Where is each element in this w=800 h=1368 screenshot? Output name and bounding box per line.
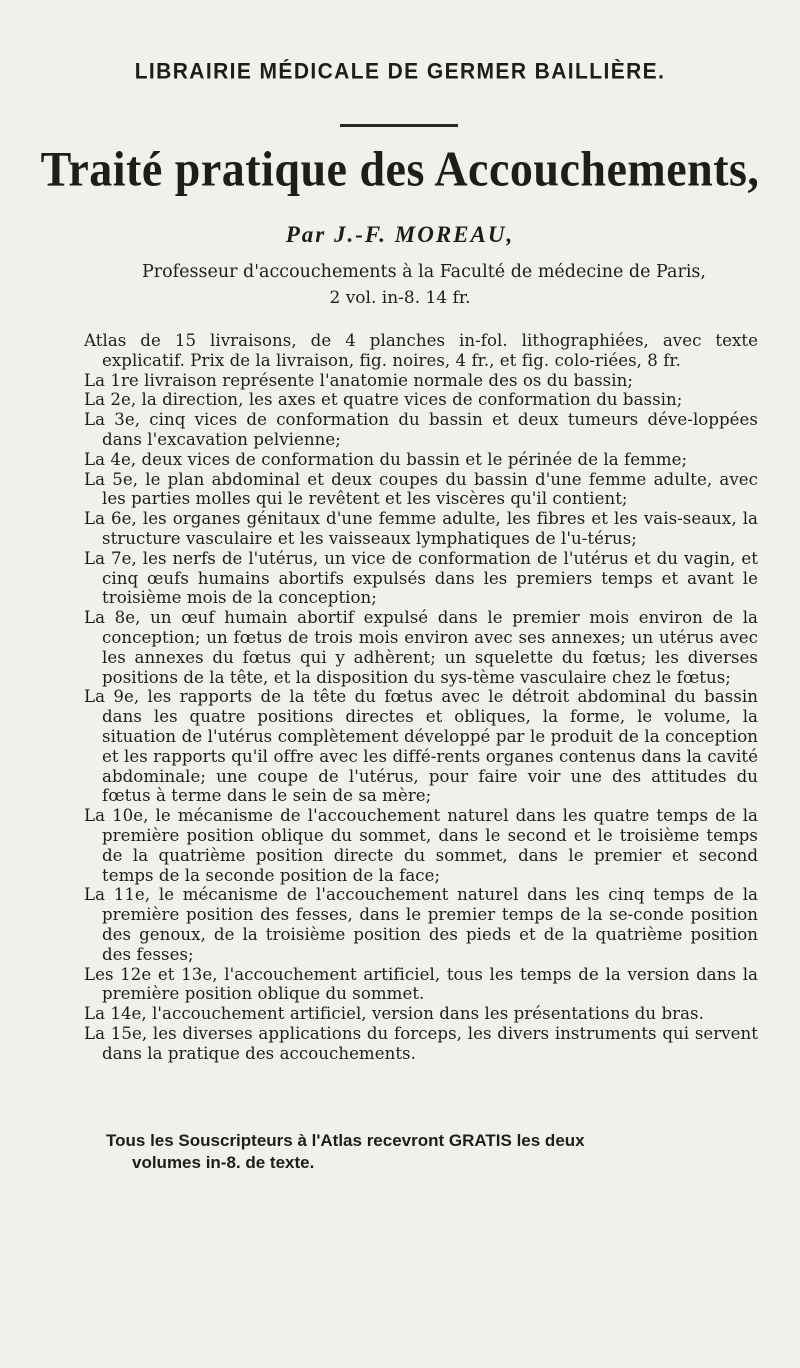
paragraph: La 9e, les rapports de la tête du fœtus avec le détroit abdominal du bassin dans les quatre positions directes et obliques, la forme, le volume, la situation de l'utérus complètement développé par le produit de la conception et les rapports qu'il offre avec les diffé-rents organes contenus dans la cavité abdominale; une coupe de l'utérus, pour faire voir une des attitudes du fœtus à terme dans le sein de sa mère; (84, 687, 758, 806)
author-profession: Professeur d'accouchements à la Faculté de médecine de Paris, (142, 262, 706, 282)
book-title: Traité pratique des Accouchements, (40, 141, 760, 197)
atlas-description (84, 331, 758, 1063)
paragraph: La 2e, la direction, les axes et quatre vices de conformation du bassin; (84, 390, 683, 410)
paragraph: La 11e, le mécanisme de l'accouchement naturel dans les cinq temps de la première position des fesses, dans le premier temps de la se-conde position des genoux, de la troisième position des pieds et de la quatrième position des fesses; (84, 885, 758, 964)
paragraph: La 1re livraison représente l'anatomie normale des os du bassin; (84, 370, 633, 390)
author-line: Par J.-F. MOREAU, (285, 222, 515, 247)
notice-line-2: volumes in-8. de texte. (132, 1153, 315, 1172)
paragraph: La 15e, les diverses applications du forceps, les divers instruments qui servent dans la pratique des accouchements. (84, 1023, 758, 1063)
paragraph: La 10e, le mécanisme de l'accouchement naturel dans les quatre temps de la première position oblique du sommet, dans le second et le troisième temps de la quatrième position directe du sommet, dans le premier et second temps de la seconde position de la face; (84, 806, 758, 885)
paragraph: La 8e, un œuf humain abortif expulsé dans le premier mois environ de la conception; un fœtus de trois mois environ avec ses annexes; un utérus avec les annexes du fœtus qui y adhèrent; un squelette du fœtus; les diverses positions de la tête, et la disposition du sys-tème vasculaire chez le fœtus; (84, 608, 758, 687)
paragraph: La 7e, les nerfs de l'utérus, un vice de conformation de l'utérus et du vagin, et cinq œufs humains abortifs expulsés dans les premiers temps et avant le troisième mois de la conception; (84, 548, 758, 608)
paragraph: La 3e, cinq vices de conformation du bassin et deux tumeurs déve-loppées dans l'excavation pelvienne; (84, 410, 758, 449)
paragraph: La 6e, les organes génitaux d'une femme adulte, les fibres et les vais-seaux, la structure vasculaire et les vaisseaux lymphatiques de l'u-térus; (84, 509, 758, 548)
publisher-heading: LIBRAIRIE MÉDICALE DE GERMER BAILLIÈRE. (134, 59, 666, 84)
paragraph: Les 12e et 13e, l'accouchement artificiel, tous les temps de la version dans la première position oblique du sommet. (84, 964, 758, 1004)
volumes-price: 2 vol. in-8. 14 fr. (329, 288, 471, 308)
subscriber-notice (106, 1130, 746, 1174)
divider-rule (340, 124, 458, 127)
paragraph: La 14e, l'accouchement artificiel, version dans les présentations du bras. (84, 1004, 704, 1024)
paragraph: La 5e, le plan abdominal et deux coupes du bassin d'une femme adulte, avec les parties molles qui le revêtent et les viscères qu'il contient; (84, 469, 758, 509)
notice-line-1: Tous les Souscripteurs à l'Atlas recevront GRATIS les deux (106, 1131, 585, 1150)
paragraph: Atlas de 15 livraisons, de 4 planches in-fol. lithographiées, avec texte explicatif. Prix de la livraison, fig. noires, 4 fr., et fig. colo-riées, 8 fr. (84, 331, 758, 370)
paragraph: La 4e, deux vices de conformation du bassin et le périnée de la femme; (84, 449, 688, 469)
